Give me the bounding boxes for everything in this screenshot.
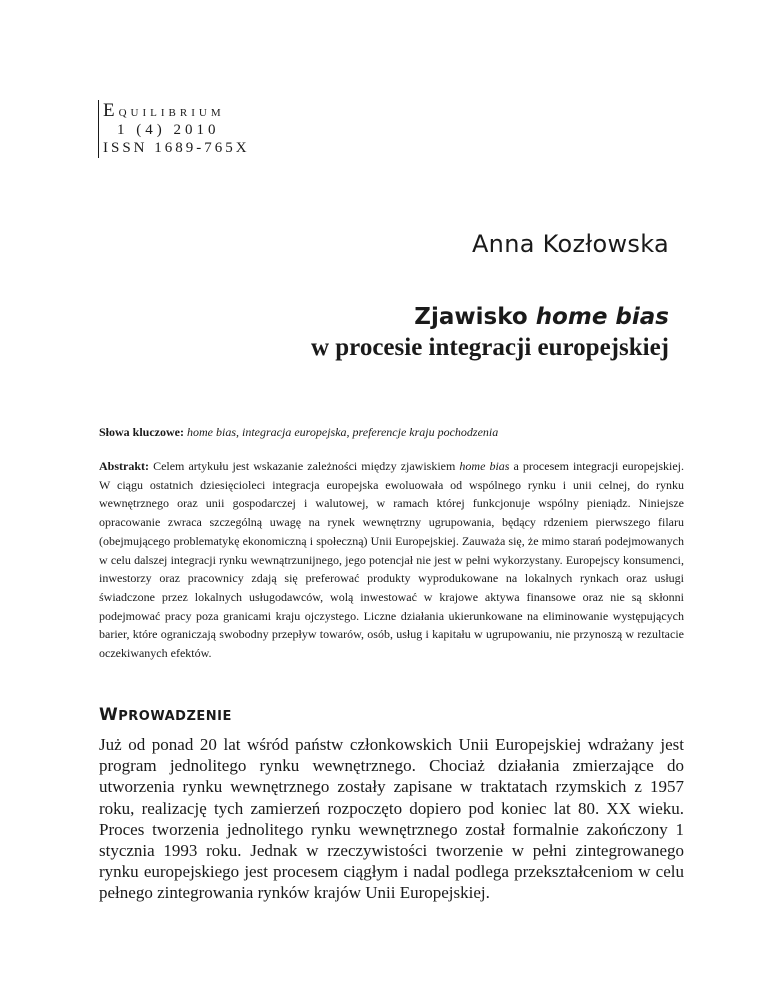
- article-title: [311, 303, 669, 364]
- abstract-part-2: a procesem integracji europejskiej. W ciągu ostatnich dziesięcioleci integracja europejska ewoluowała od wspólnego rynku i unii celnej, do rynku wewnętrznego oraz unii gospodarczej i walutowej, w ramach której funkcjonuje wspólny pieniądz. Niniejsze opracowanie zwraca szczególną uwagę na rynek wewnętrzny ugrupowania, będący rdzeniem pierwszego filaru (obejmującego problematykę ekonomiczną i społeczną) Unii Europejskiej. Zauważa się, że mimo starań podejmowanych w celu dalszej integracji rynku wewnątrzunijnego, jego potencjał nie jest w pełni wykorzystany. Europejscy konsumenci, inwestorzy oraz pracownicy zdają się preferować produkty wyprodukowane na lokalnych rynkach oraz usługi świadczone przez lokalnych usługodawców, wolą inwestować w krajowe aktywa finansowe oraz nie są skłonni podejmować pracy poza granicami kraju ojczystego. Liczne działania ukierunkowane na eliminowanie występujących barier, które ograniczają swobodny przepływ towarów, osób, usług i kapitału w ugrupowaniu, nie przynoszą w rezultacie oczekiwanych efektów.: [99, 459, 684, 661]
- body-paragraph: Już od ponad 20 lat wśród państw członkowskich Unii Europejskiej wdrażany jest program jednolitego rynku wewnętrznego. Chociaż działania zmierzające do utworzenia rynku wewnętrznego zostały zapisane w traktatach rzymskich z 1957 roku, realizację tych zamierzeń rozpoczęto dopiero pod koniec lat 80. XX wieku. Proces tworzenia jednolitego rynku wewnętrznego został formalnie zakończony 1 stycznia 1993 roku. Jednak w rzeczywistości tworzenie w pełni zintegrowanego rynku europejskiego jest procesem ciągłym i nadal podlega przekształceniom w celu pełnego zintegrowania rynków krajów Unii Europejskiej.: [99, 735, 684, 903]
- journal-name-rest: quilibrium: [118, 104, 225, 120]
- keywords-label: Słowa kluczowe:: [99, 425, 184, 439]
- keywords: [99, 425, 684, 441]
- title-line-1: [311, 303, 669, 332]
- title-line-1-italic: home bias: [535, 304, 669, 330]
- journal-issn: ISSN 1689-765X: [103, 140, 250, 157]
- section-heading-rest: PROWADZENIE: [118, 709, 232, 724]
- title-line-2: w procesie integracji europejskiej: [310, 334, 669, 362]
- section-heading-initial: W: [99, 705, 119, 725]
- abstract-italic: home bias: [459, 459, 510, 473]
- journal-masthead: [98, 100, 250, 158]
- abstract-part-1: Celem artykułu jest wskazanie zależności między zjawiskiem: [149, 459, 460, 473]
- journal-name: [103, 100, 250, 122]
- journal-issue: 1 (4) 2010: [117, 122, 220, 139]
- abstract-label: Abstrakt:: [99, 459, 149, 473]
- title-line-1-plain: Zjawisko: [414, 304, 536, 330]
- abstract: [99, 457, 684, 663]
- author-name: Anna Kozłowska: [471, 230, 669, 258]
- section-heading: [99, 705, 232, 725]
- journal-name-initial: E: [103, 100, 119, 121]
- keywords-text: home bias, integracja europejska, preferencje kraju pochodzenia: [184, 425, 499, 439]
